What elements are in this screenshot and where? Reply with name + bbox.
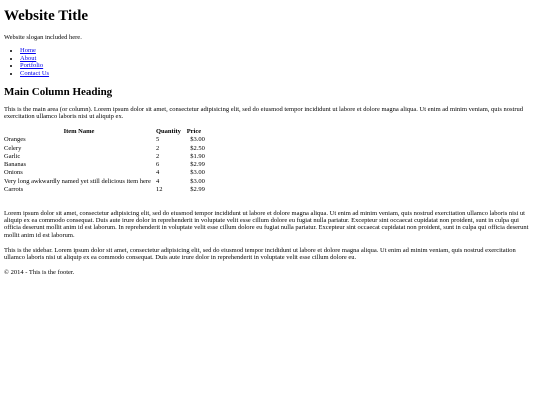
cell-price: $3.00 <box>190 177 205 185</box>
cell-quantity: 4 <box>156 177 160 185</box>
column-header-price: Price <box>186 128 202 135</box>
table-row <box>3 145 206 153</box>
nav-link-about[interactable]: About <box>20 54 37 62</box>
cell-quantity: 6 <box>156 161 160 169</box>
cell-item-name: Oranges <box>4 136 26 144</box>
cell-item-name: Carrots <box>4 186 24 194</box>
cell-item-name: Very long awkwardly named yet still delicious item here <box>4 177 151 185</box>
main-intro-paragraph: This is the main area (or column). Lorem ipsum dolor sit amet, consectetur adipisicing elit, sed do eiusmod tempor incididunt ut labore et dolore magna aliqua. Ut enim ad minim veniam, quis nostrud exercitation ullamco laboris nisi ut aliquip ex. <box>4 106 523 121</box>
site-title: Website Title <box>4 8 89 24</box>
column-header-quantity: Quantity <box>156 128 181 135</box>
cell-quantity: 4 <box>156 169 160 177</box>
sidebar-text: This is the sidebar. Lorem ipsum dolor sit amet, consectetur adipisicing elit, sed do eiusmod tempor incididunt ut labore et dolore magna aliqua. Ut enim ad minim veniam, quis nostrud exercitation ullamco laboris nisi ut aliquip ex ea commodo consequat. Duis aute irure dolor in reprehenderit in voluptate velit esse cillum dolore eu. <box>4 247 516 262</box>
table-row <box>3 153 206 161</box>
cell-quantity: 12 <box>156 186 163 194</box>
cell-price: $3.00 <box>190 136 205 144</box>
cell-item-name: Onions <box>4 169 23 177</box>
main-nav <box>4 47 49 77</box>
table-row <box>3 136 206 144</box>
main-body-paragraph: Lorem ipsum dolor sit amet, consectetur adipisicing elit, sed do eiusmod tempor incididunt ut labore et dolore magna aliqua. Ut enim ad minim veniam, quis nostrud exercitation ullamco laboris nisi ut aliquip ex ea commodo consequat. Duis aute irure dolor in reprehenderit in voluptate velit esse cillum dolore eu fugiat nulla pariatur. Excepteur sint occaecat cupidatat non proident, sunt in culpa qui officia deserunt mollit anim id est laborum. In reprehenderit in voluptate velit esse cillum dolore eu fugiat nulla pariatur. Excepteur sint occaecat cupidatat non proident, sunt in culpa qui officia deserunt mollit anim id est laborum. <box>4 210 529 239</box>
table-row <box>3 178 206 186</box>
nav-link-home[interactable]: Home <box>20 47 36 54</box>
cell-item-name: Celery <box>4 144 22 152</box>
cell-quantity: 2 <box>156 152 160 160</box>
nav-item-about <box>20 55 49 63</box>
cell-price: $3.00 <box>190 169 205 177</box>
cell-quantity: 2 <box>156 144 160 152</box>
main-column-heading: Main Column Heading <box>4 86 113 98</box>
column-header-item-name: Item Name <box>63 128 95 135</box>
table-row <box>3 169 206 177</box>
cell-item-name: Garlic <box>4 152 21 160</box>
produce-table <box>3 128 206 194</box>
table-row <box>3 186 206 194</box>
cell-item-name: Bananas <box>4 161 27 169</box>
nav-link-portfolio[interactable]: Portfolio <box>20 62 44 70</box>
nav-item-contact <box>20 70 49 78</box>
cell-price: $2.99 <box>190 161 205 169</box>
nav-link-contact[interactable]: Contact Us <box>20 69 50 77</box>
table-header-row <box>3 128 206 136</box>
table-row <box>3 161 206 169</box>
cell-price: $2.50 <box>190 144 205 152</box>
nav-item-home <box>20 47 49 55</box>
footer-text: © 2014 - This is the footer. <box>4 269 75 276</box>
cell-quantity: 5 <box>156 136 160 144</box>
site-slogan: Website slogan included here. <box>4 34 82 41</box>
cell-price: $2.99 <box>190 186 205 194</box>
cell-price: $1.90 <box>190 152 205 160</box>
nav-item-portfolio <box>20 62 49 70</box>
